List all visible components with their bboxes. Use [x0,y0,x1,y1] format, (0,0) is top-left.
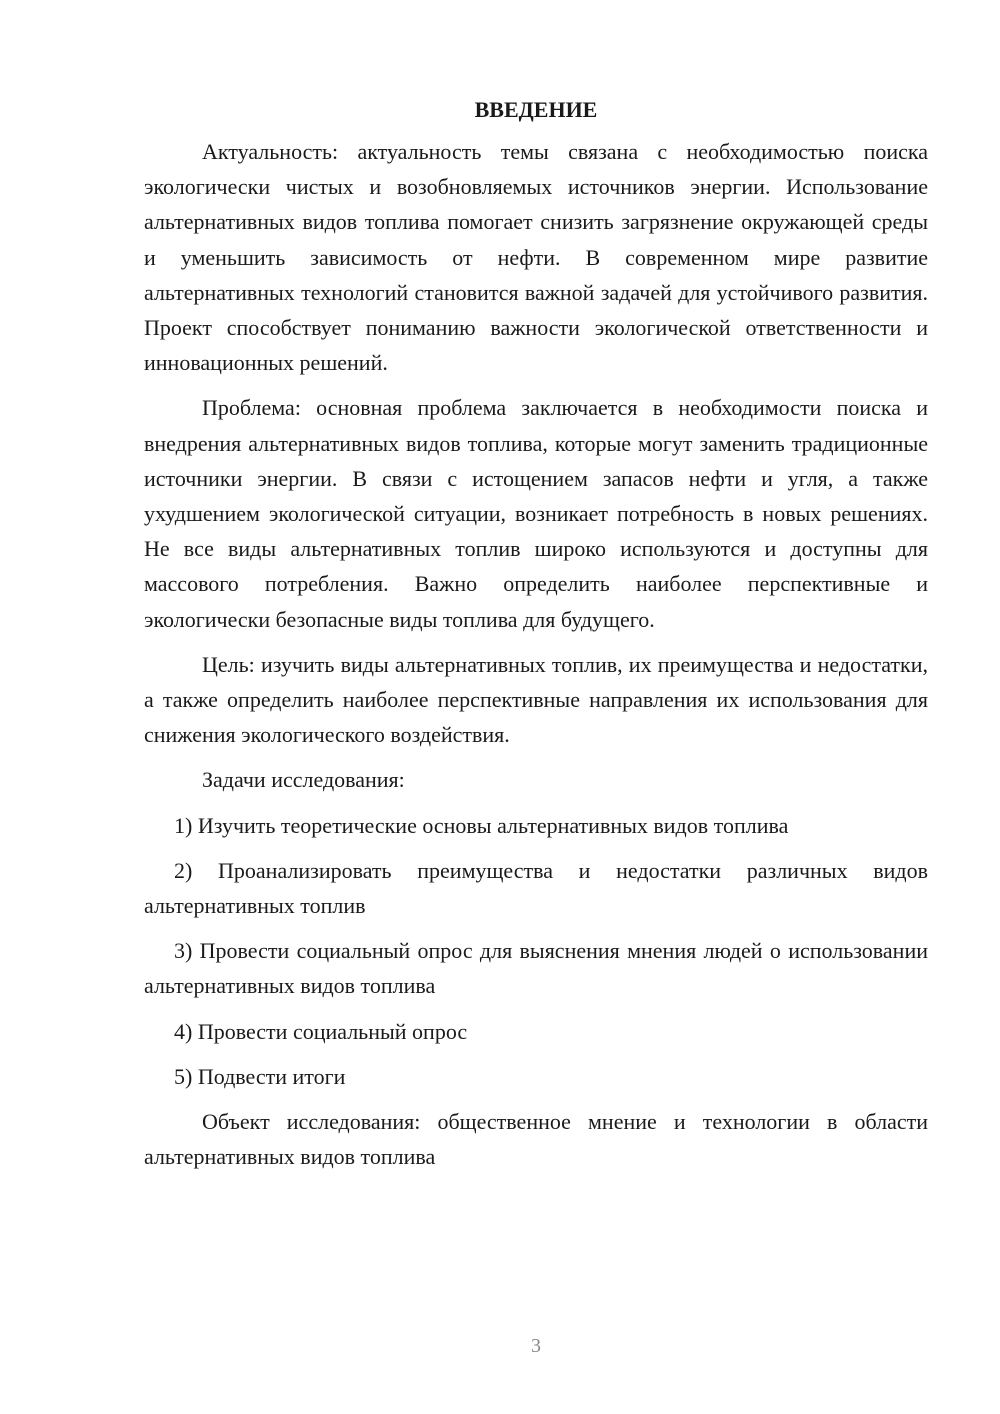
paragraph-research-object: Объект исследования: общественное мнение и технологии в области альтернативных видов топлива [144,1109,928,1170]
paragraph-tasks-heading: Задачи исследования: [202,767,405,793]
section-heading: ВВЕДЕНИЕ [474,97,598,122]
task-item: 5) Подвести итоги [174,1063,346,1089]
task-item: 4) Провести социальный опрос [174,1018,468,1044]
paragraph-problem: Проблема: основная проблема заключается в необходимости поиска и внедрения альтернативных видов топлива, которые могут заменить традиционные источники энергии. В связи с истощением запасов нефти и угля, а также ухудшением экологической ситуации, возникает потребность в новых решениях. Не все виды альтернативных топлив широко используются и доступны для массового потребления. Важно определить наиболее перспективные и экологически безопасные виды топлива для будущего. [144,395,928,632]
page-number: 3 [531,1335,541,1357]
paragraph-relevance: Актуальность: актуальность темы связана с необходимостью поиска экологически чистых и возобновляемых источников энергии. Использование альтернативных видов топлива помогает снизить загрязнение окружающей среды и уменьшить зависимость от нефти. В современном мире развитие альтернативных технологий становится важной задачей для устойчивого развития. Проект способствует пониманию важности экологической ответственности и инновационных решений. [144,139,928,376]
paragraph-goal: Цель: изучить виды альтернативных топлив, их преимущества и недостатки, а также определить наиболее перспективные направления их использования для снижения экологического воздействия. [144,651,928,748]
task-item: 2) Проанализировать преимущества и недостатки различных видов альтернативных топлив [144,857,928,919]
task-item: 3) Провести социальный опрос для выяснения мнения людей о использовании альтернативных видов топлива [144,938,928,999]
page-content [144,92,928,1184]
task-item: 1) Изучить теоретические основы альтернативных видов топлива [174,812,789,838]
